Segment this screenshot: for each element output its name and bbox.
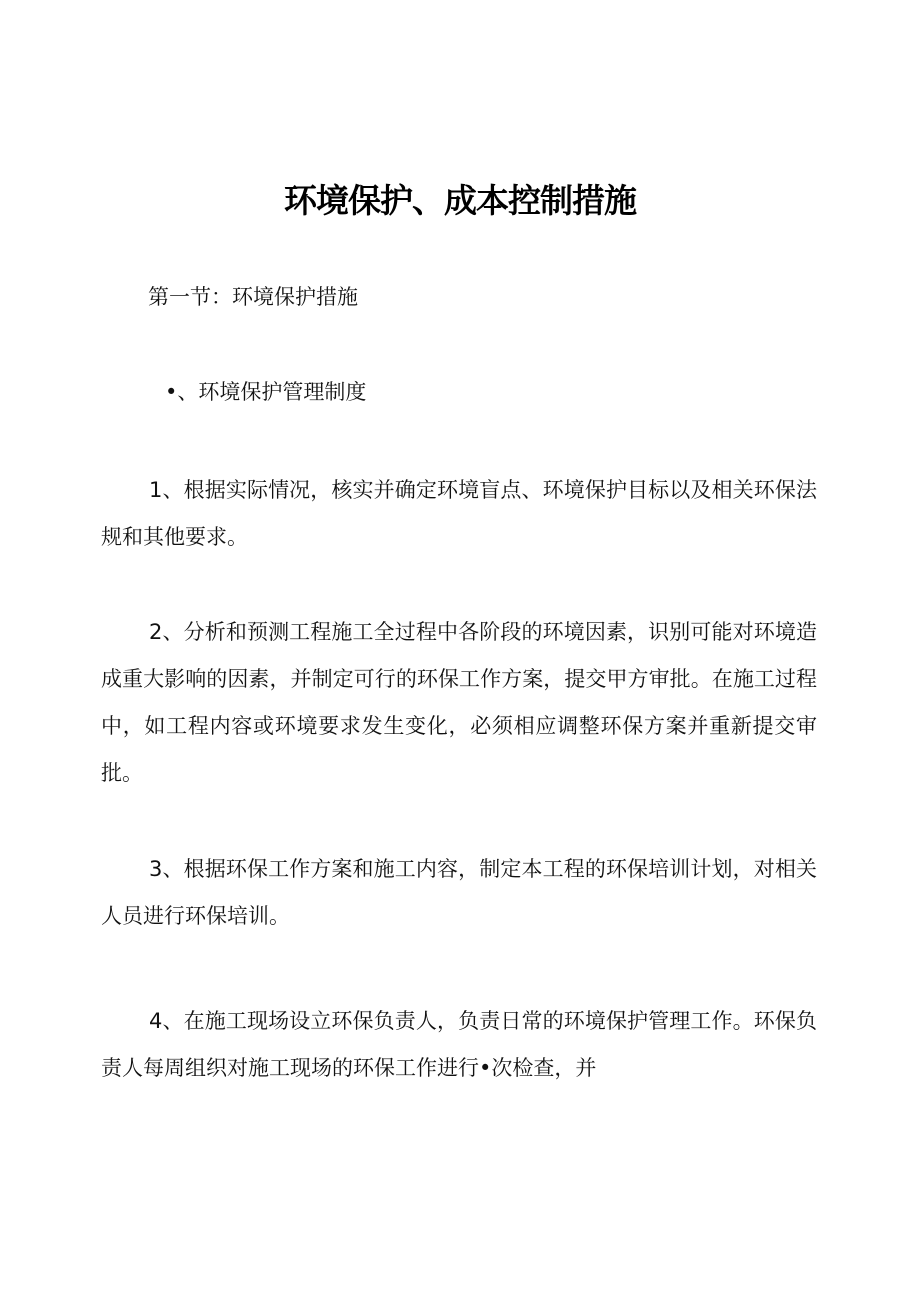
paragraph-3: 3、根据环保工作方案和施工内容，制定本工程的环保培训计划，对相关人员进行环保培训。 <box>101 857 817 928</box>
subheading: •、环境保护管理制度 <box>165 380 367 404</box>
paragraph-4: 4、在施工现场设立环保负责人，负责日常的环境保护管理工作。环保负责人每周组织对施工现场的环保工作进行•次检查，并 <box>101 1009 817 1080</box>
paragraph-2: 2、分析和预测工程施工全过程中各阶段的环境因素，识别可能对环境造成重大影响的因素，并制定可行的环保工作方案，提交甲方审批。在施工过程中，如工程内容或环境要求发生变化，必须相应调整环保方案并重新提交审批。 <box>101 620 817 785</box>
page-title: 环境保护、成本控制措施 <box>284 181 636 220</box>
section-heading: 第一节：环境保护措施 <box>148 285 358 309</box>
paragraph-1: 1、根据实际情况，核实并确定环境盲点、环境保护目标以及相关环保法规和其他要求。 <box>101 478 817 549</box>
